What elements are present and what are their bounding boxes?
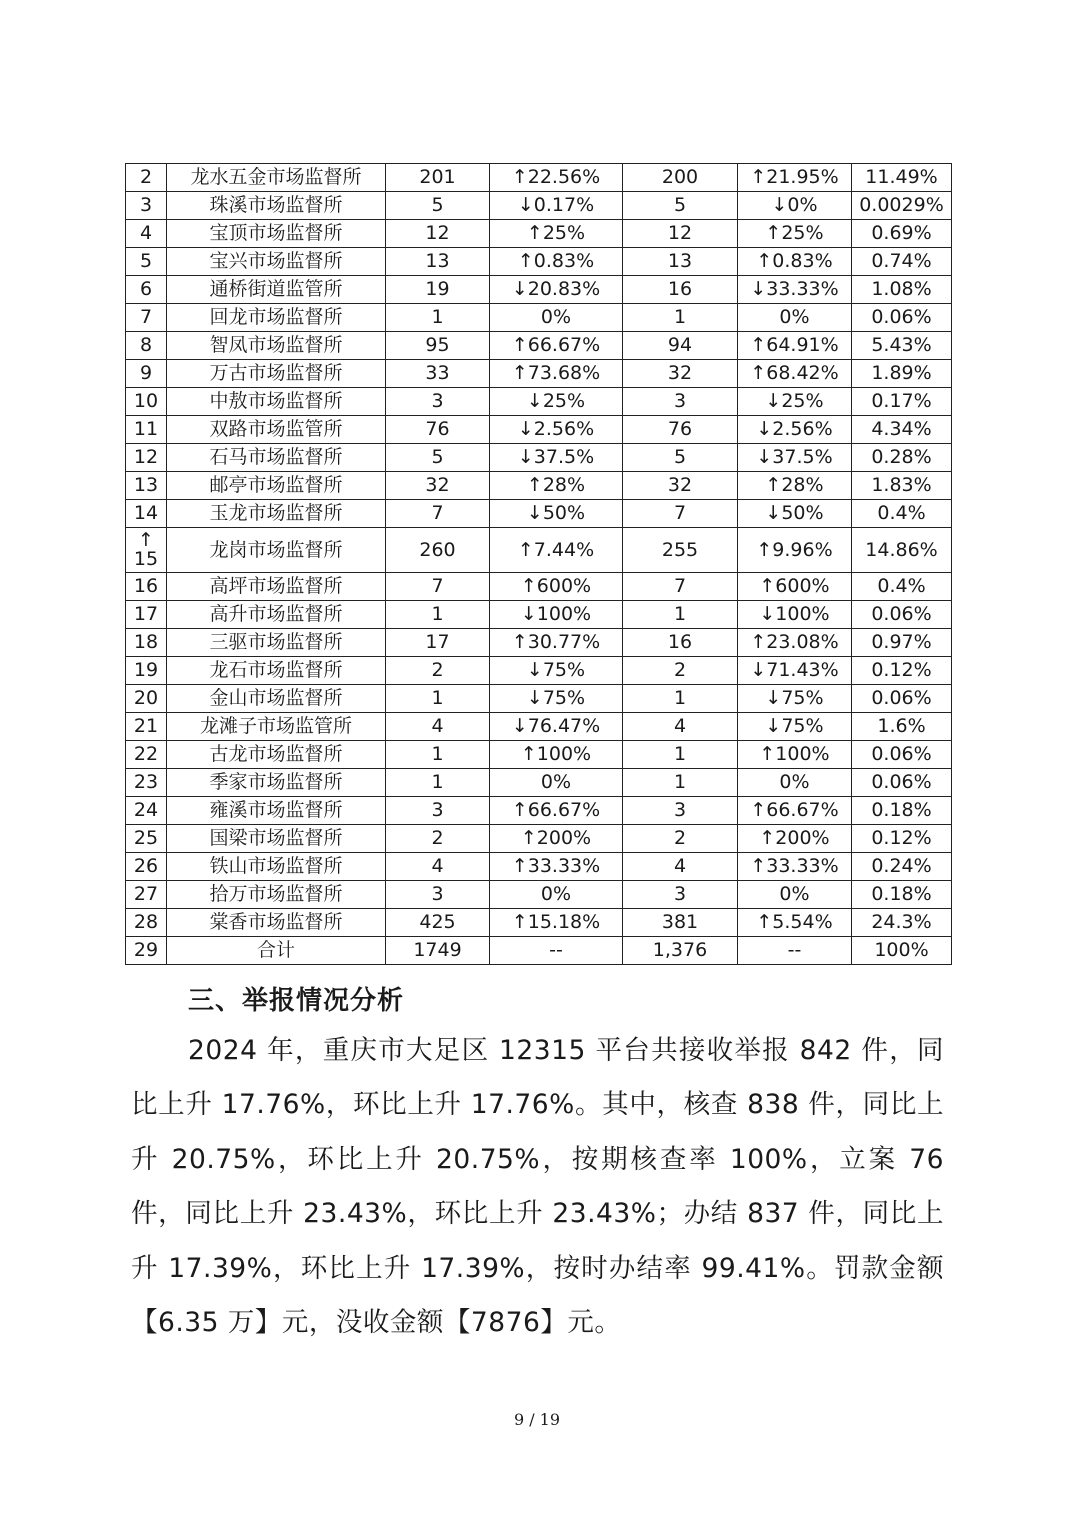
table-row [126, 248, 952, 276]
received-count-cell: 5 [386, 192, 490, 220]
handled-yoy-cell: ↑68.42% [738, 360, 852, 388]
table-row [126, 444, 952, 472]
table-row [126, 629, 952, 657]
handled-count-cell: 32 [623, 472, 738, 500]
handled-count-cell: 2 [623, 657, 738, 685]
received-count-cell: 1 [386, 304, 490, 332]
received-count-cell: 2 [386, 657, 490, 685]
station-name-cell: 国梁市场监督所 [167, 825, 386, 853]
received-count-cell: 5 [386, 444, 490, 472]
row-index-cell: 14 [126, 500, 167, 528]
handled-count-cell: 13 [623, 248, 738, 276]
handled-count-cell: 1 [623, 601, 738, 629]
share-percent-cell: 0.06% [852, 685, 952, 713]
row-index-cell: 3 [126, 192, 167, 220]
handled-yoy-cell: ↓37.5% [738, 444, 852, 472]
received-yoy-cell: ↓0.17% [490, 192, 623, 220]
handled-yoy-cell: ↑64.91% [738, 332, 852, 360]
received-count-cell: 13 [386, 248, 490, 276]
handled-yoy-cell: ↑5.54% [738, 909, 852, 937]
table-row [126, 528, 952, 573]
handled-yoy-cell: ↑600% [738, 573, 852, 601]
received-yoy-cell: ↓2.56% [490, 416, 623, 444]
table-row [126, 937, 952, 965]
handled-yoy-cell: ↓25% [738, 388, 852, 416]
handled-count-cell: 1,376 [623, 937, 738, 965]
station-name-cell: 铁山市场监督所 [167, 853, 386, 881]
station-name-cell: 回龙市场监督所 [167, 304, 386, 332]
handled-count-cell: 381 [623, 909, 738, 937]
handled-yoy-cell: ↑0.83% [738, 248, 852, 276]
received-yoy-cell: ↓76.47% [490, 713, 623, 741]
handled-yoy-cell: ↓75% [738, 713, 852, 741]
handled-count-cell: 1 [623, 304, 738, 332]
row-index-arrow: ↑ [138, 529, 154, 551]
received-count-cell: 425 [386, 909, 490, 937]
share-percent-cell: 24.3% [852, 909, 952, 937]
received-count-cell: 1 [386, 741, 490, 769]
received-yoy-cell: ↓75% [490, 685, 623, 713]
row-index-cell: 6 [126, 276, 167, 304]
share-percent-cell: 11.49% [852, 164, 952, 192]
received-yoy-cell: ↑200% [490, 825, 623, 853]
station-name-cell: 宝兴市场监督所 [167, 248, 386, 276]
table-row [126, 881, 952, 909]
received-count-cell: 4 [386, 853, 490, 881]
row-index-cell: 21 [126, 713, 167, 741]
share-percent-cell: 100% [852, 937, 952, 965]
station-name-cell: 智凤市场监督所 [167, 332, 386, 360]
handled-yoy-cell: ↓50% [738, 500, 852, 528]
handled-yoy-cell: ↓2.56% [738, 416, 852, 444]
handled-count-cell: 3 [623, 797, 738, 825]
received-yoy-cell: ↓37.5% [490, 444, 623, 472]
handled-count-cell: 255 [623, 528, 738, 573]
received-yoy-cell: 0% [490, 881, 623, 909]
handled-count-cell: 200 [623, 164, 738, 192]
row-index-cell: 25 [126, 825, 167, 853]
station-name-cell: 中敖市场监督所 [167, 388, 386, 416]
section-heading: 三、举报情况分析 [188, 986, 405, 1016]
row-index-cell [126, 528, 167, 573]
handled-yoy-cell: ↓71.43% [738, 657, 852, 685]
share-percent-cell: 0.18% [852, 797, 952, 825]
share-percent-cell: 0.18% [852, 881, 952, 909]
received-count-cell: 4 [386, 713, 490, 741]
received-count-cell: 17 [386, 629, 490, 657]
received-yoy-cell: ↑22.56% [490, 164, 623, 192]
handled-count-cell: 7 [623, 500, 738, 528]
share-percent-cell: 0.12% [852, 825, 952, 853]
table-row [126, 769, 952, 797]
row-index-cell: 19 [126, 657, 167, 685]
row-index-cell: 8 [126, 332, 167, 360]
received-yoy-cell: ↑15.18% [490, 909, 623, 937]
received-yoy-cell: ↑600% [490, 573, 623, 601]
station-name-cell: 双路市场监管所 [167, 416, 386, 444]
row-index-cell: 11 [126, 416, 167, 444]
row-index-cell: 28 [126, 909, 167, 937]
received-yoy-cell: ↓75% [490, 657, 623, 685]
handled-count-cell: 4 [623, 713, 738, 741]
share-percent-cell: 0.0029% [852, 192, 952, 220]
handled-yoy-cell: 0% [738, 304, 852, 332]
station-name-cell: 高升市场监督所 [167, 601, 386, 629]
table-row [126, 416, 952, 444]
table-row [126, 500, 952, 528]
handled-count-cell: 32 [623, 360, 738, 388]
table-row [126, 573, 952, 601]
table-row [126, 332, 952, 360]
share-percent-cell: 0.12% [852, 657, 952, 685]
received-count-cell: 3 [386, 881, 490, 909]
row-index-cell: 20 [126, 685, 167, 713]
share-percent-cell: 0.69% [852, 220, 952, 248]
station-name-cell: 龙石市场监督所 [167, 657, 386, 685]
share-percent-cell: 0.4% [852, 500, 952, 528]
handled-count-cell: 1 [623, 741, 738, 769]
received-yoy-cell: -- [490, 937, 623, 965]
row-index-cell: 16 [126, 573, 167, 601]
received-yoy-cell: ↑33.33% [490, 853, 623, 881]
handled-count-cell: 7 [623, 573, 738, 601]
share-percent-cell: 1.83% [852, 472, 952, 500]
handled-count-cell: 5 [623, 444, 738, 472]
station-name-cell: 古龙市场监督所 [167, 741, 386, 769]
row-index-cell: 22 [126, 741, 167, 769]
received-yoy-cell: 0% [490, 769, 623, 797]
row-index-cell: 2 [126, 164, 167, 192]
share-percent-cell: 1.6% [852, 713, 952, 741]
received-yoy-cell: ↑66.67% [490, 332, 623, 360]
row-index-cell: 27 [126, 881, 167, 909]
share-percent-cell: 0.4% [852, 573, 952, 601]
share-percent-cell: 0.97% [852, 629, 952, 657]
table-row [126, 276, 952, 304]
received-yoy-cell: ↑7.44% [490, 528, 623, 573]
table-row [126, 601, 952, 629]
table-row [126, 192, 952, 220]
table-row [126, 797, 952, 825]
received-yoy-cell: ↓20.83% [490, 276, 623, 304]
received-count-cell: 1 [386, 601, 490, 629]
received-count-cell: 76 [386, 416, 490, 444]
received-yoy-cell: ↑66.67% [490, 797, 623, 825]
received-yoy-cell: ↑100% [490, 741, 623, 769]
handled-yoy-cell: ↑9.96% [738, 528, 852, 573]
handled-yoy-cell: ↑23.08% [738, 629, 852, 657]
handled-count-cell: 1 [623, 769, 738, 797]
handled-yoy-cell: ↓0% [738, 192, 852, 220]
row-index-cell: 26 [126, 853, 167, 881]
row-index: 15 [133, 548, 159, 570]
row-index-cell: 10 [126, 388, 167, 416]
share-percent-cell: 0.06% [852, 304, 952, 332]
handled-count-cell: 16 [623, 276, 738, 304]
received-yoy-cell: ↓50% [490, 500, 623, 528]
row-index-cell: 4 [126, 220, 167, 248]
handled-yoy-cell: 0% [738, 769, 852, 797]
received-count-cell: 201 [386, 164, 490, 192]
table-row [126, 164, 952, 192]
share-percent-cell: 0.28% [852, 444, 952, 472]
share-percent-cell: 4.34% [852, 416, 952, 444]
station-name-cell: 金山市场监督所 [167, 685, 386, 713]
row-index-cell: 17 [126, 601, 167, 629]
received-count-cell: 7 [386, 573, 490, 601]
share-percent-cell: 0.74% [852, 248, 952, 276]
station-name-cell: 三驱市场监督所 [167, 629, 386, 657]
handled-yoy-cell: -- [738, 937, 852, 965]
table-row [126, 741, 952, 769]
row-index-cell: 29 [126, 937, 167, 965]
received-count-cell: 95 [386, 332, 490, 360]
station-name-cell: 棠香市场监督所 [167, 909, 386, 937]
page-number: 9 / 19 [513, 1410, 561, 1429]
table-row [126, 657, 952, 685]
station-name-cell: 季家市场监督所 [167, 769, 386, 797]
received-yoy-cell: 0% [490, 304, 623, 332]
section-paragraph: 2024 年，重庆市大足区 12315 平台共接收举报 842 件，同比上升 17.76%，环比上升 17.76%。其中，核查 838 件，同比上升 20.75%，环比上升 20.75%，按期核查率 100%，立案 76 件，同比上升 23.43%，环比上升 23.43%；办结 837 件，同比上升 17.39%，环比上升 17.39%，按时办结率 99.41%。罚款金额【6.35 万】元，没收金额【7876】元。 [131, 1035, 944, 1339]
table-row [126, 360, 952, 388]
station-name-cell: 拾万市场监督所 [167, 881, 386, 909]
station-name-cell: 高坪市场监督所 [167, 573, 386, 601]
handled-count-cell: 3 [623, 881, 738, 909]
handled-yoy-cell: ↓33.33% [738, 276, 852, 304]
handled-count-cell: 94 [623, 332, 738, 360]
station-name-cell: 通桥街道监管所 [167, 276, 386, 304]
handled-yoy-cell: ↑200% [738, 825, 852, 853]
station-name-cell: 珠溪市场监督所 [167, 192, 386, 220]
received-count-cell: 32 [386, 472, 490, 500]
handled-yoy-cell: ↑25% [738, 220, 852, 248]
received-count-cell: 12 [386, 220, 490, 248]
row-index-cell: 13 [126, 472, 167, 500]
table-row [126, 220, 952, 248]
handled-yoy-cell: 0% [738, 881, 852, 909]
received-count-cell: 33 [386, 360, 490, 388]
handled-yoy-cell: ↓100% [738, 601, 852, 629]
station-name-cell: 龙水五金市场监督所 [167, 164, 386, 192]
share-percent-cell: 5.43% [852, 332, 952, 360]
table-body [126, 164, 952, 965]
station-name-cell: 邮亭市场监督所 [167, 472, 386, 500]
received-yoy-cell: ↑73.68% [490, 360, 623, 388]
share-percent-cell: 0.06% [852, 741, 952, 769]
received-yoy-cell: ↑25% [490, 220, 623, 248]
handled-yoy-cell: ↑33.33% [738, 853, 852, 881]
received-count-cell: 1 [386, 685, 490, 713]
received-count-cell: 3 [386, 388, 490, 416]
table-row [126, 472, 952, 500]
row-index-cell: 23 [126, 769, 167, 797]
received-count-cell: 260 [386, 528, 490, 573]
table-row [126, 825, 952, 853]
station-name-cell: 宝顶市场监督所 [167, 220, 386, 248]
complaint-stats-table [125, 163, 952, 965]
handled-yoy-cell: ↓75% [738, 685, 852, 713]
handled-count-cell: 2 [623, 825, 738, 853]
received-count-cell: 2 [386, 825, 490, 853]
share-percent-cell: 1.89% [852, 360, 952, 388]
table-row [126, 853, 952, 881]
handled-count-cell: 16 [623, 629, 738, 657]
row-index-cell: 7 [126, 304, 167, 332]
received-yoy-cell: ↓100% [490, 601, 623, 629]
received-yoy-cell: ↑0.83% [490, 248, 623, 276]
handled-yoy-cell: ↑28% [738, 472, 852, 500]
share-percent-cell: 0.06% [852, 769, 952, 797]
station-name-cell: 龙滩子市场监管所 [167, 713, 386, 741]
station-name-cell: 石马市场监督所 [167, 444, 386, 472]
handled-count-cell: 12 [623, 220, 738, 248]
handled-count-cell: 3 [623, 388, 738, 416]
station-name-cell: 合计 [167, 937, 386, 965]
handled-count-cell: 76 [623, 416, 738, 444]
received-count-cell: 7 [386, 500, 490, 528]
handled-yoy-cell: ↑21.95% [738, 164, 852, 192]
received-yoy-cell: ↑30.77% [490, 629, 623, 657]
handled-yoy-cell: ↑100% [738, 741, 852, 769]
share-percent-cell: 0.17% [852, 388, 952, 416]
row-index-cell: 18 [126, 629, 167, 657]
received-count-cell: 3 [386, 797, 490, 825]
row-index-cell: 24 [126, 797, 167, 825]
share-percent-cell: 0.24% [852, 853, 952, 881]
row-index-cell: 5 [126, 248, 167, 276]
handled-count-cell: 1 [623, 685, 738, 713]
received-count-cell: 19 [386, 276, 490, 304]
table-row [126, 909, 952, 937]
received-yoy-cell: ↓25% [490, 388, 623, 416]
received-count-cell: 1749 [386, 937, 490, 965]
station-name-cell: 雍溪市场监督所 [167, 797, 386, 825]
share-percent-cell: 14.86% [852, 528, 952, 573]
table-row [126, 304, 952, 332]
share-percent-cell: 1.08% [852, 276, 952, 304]
station-name-cell: 龙岗市场监督所 [167, 528, 386, 573]
station-name-cell: 万古市场监督所 [167, 360, 386, 388]
station-name-cell: 玉龙市场监督所 [167, 500, 386, 528]
table-row [126, 713, 952, 741]
handled-count-cell: 4 [623, 853, 738, 881]
received-count-cell: 1 [386, 769, 490, 797]
row-index-cell: 12 [126, 444, 167, 472]
table-row [126, 685, 952, 713]
handled-count-cell: 5 [623, 192, 738, 220]
share-percent-cell: 0.06% [852, 601, 952, 629]
table-row [126, 388, 952, 416]
row-index-cell: 9 [126, 360, 167, 388]
handled-yoy-cell: ↑66.67% [738, 797, 852, 825]
received-yoy-cell: ↑28% [490, 472, 623, 500]
